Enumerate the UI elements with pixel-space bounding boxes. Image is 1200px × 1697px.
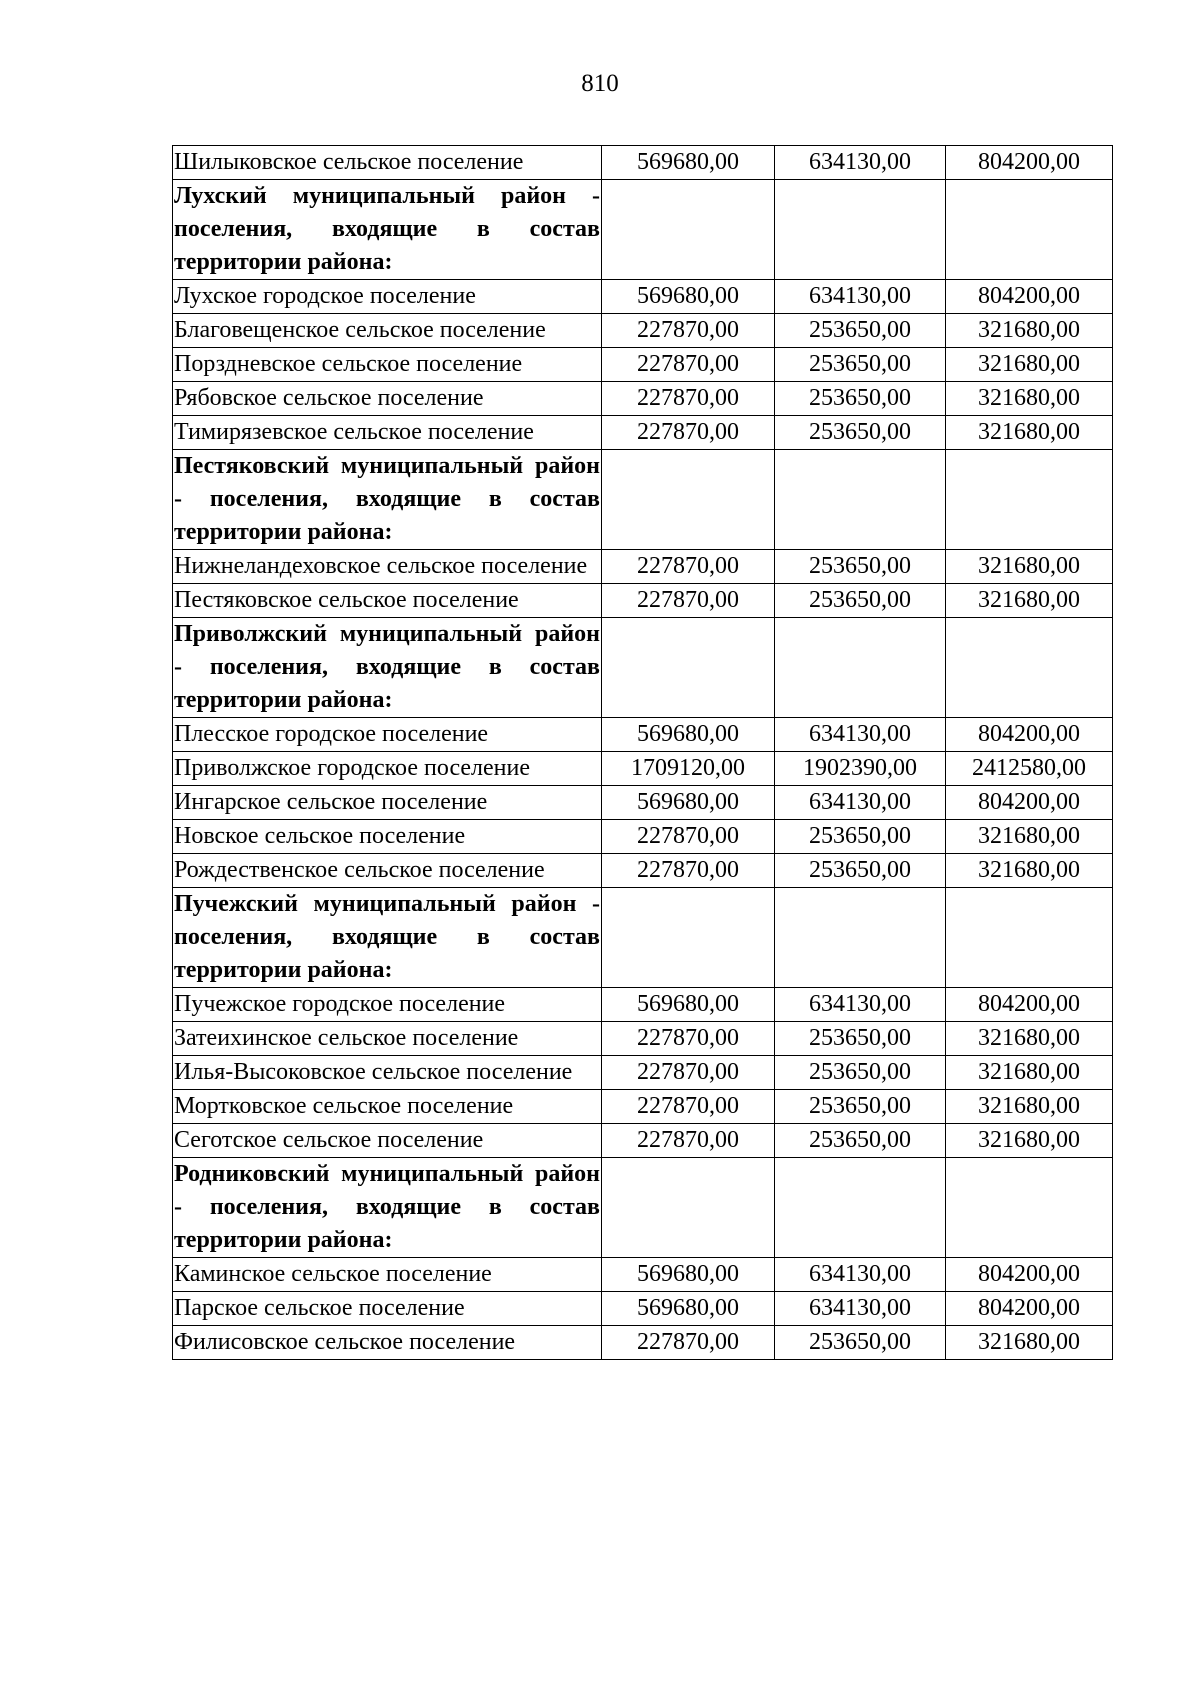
- value-col-2-cell: [775, 450, 946, 550]
- value-col-1-cell: 227870,00: [602, 1022, 775, 1056]
- value-col-2-cell: 1902390,00: [775, 752, 946, 786]
- value-col-3-cell: 321680,00: [946, 1124, 1113, 1158]
- table-row: [173, 550, 1113, 584]
- value-col-1-cell: 227870,00: [602, 1326, 775, 1360]
- district-header-row: [173, 180, 1113, 280]
- table-row: [173, 1090, 1113, 1124]
- table-row: [173, 786, 1113, 820]
- value-col-1-cell: [602, 180, 775, 280]
- value-col-1-cell: [602, 618, 775, 718]
- value-col-3-cell: 804200,00: [946, 1292, 1113, 1326]
- settlement-name-cell: Ингарское сельское поселение: [173, 786, 602, 820]
- value-col-2-cell: [775, 888, 946, 988]
- value-col-1-cell: 227870,00: [602, 1124, 775, 1158]
- value-col-3-cell: 321680,00: [946, 382, 1113, 416]
- value-col-1-cell: [602, 1158, 775, 1258]
- value-col-2-cell: 634130,00: [775, 1258, 946, 1292]
- value-col-2-cell: 634130,00: [775, 988, 946, 1022]
- value-col-3-cell: [946, 618, 1113, 718]
- settlement-name-cell: Рождественское сельское поселение: [173, 854, 602, 888]
- table-row: [173, 416, 1113, 450]
- page-number: 810: [581, 70, 619, 97]
- value-col-3-cell: 804200,00: [946, 786, 1113, 820]
- value-col-2-cell: 253650,00: [775, 1022, 946, 1056]
- settlement-name-cell: Шилыковское сельское поселение: [173, 146, 602, 180]
- value-col-2-cell: 634130,00: [775, 1292, 946, 1326]
- value-col-3-cell: [946, 1158, 1113, 1258]
- table-row: [173, 382, 1113, 416]
- settlement-name-cell: Новское сельское поселение: [173, 820, 602, 854]
- settlement-name-cell: Нижнеландеховское сельское поселение: [173, 550, 602, 584]
- value-col-3-cell: [946, 888, 1113, 988]
- value-col-2-cell: 253650,00: [775, 550, 946, 584]
- district-header-row: [173, 1158, 1113, 1258]
- value-col-3-cell: [946, 450, 1113, 550]
- value-col-2-cell: [775, 1158, 946, 1258]
- value-col-3-cell: [946, 180, 1113, 280]
- value-col-2-cell: 253650,00: [775, 314, 946, 348]
- settlement-name-cell: Илья-Высоковское сельское поселение: [173, 1056, 602, 1090]
- value-col-3-cell: 321680,00: [946, 820, 1113, 854]
- value-col-2-cell: 253650,00: [775, 584, 946, 618]
- value-col-3-cell: 321680,00: [946, 416, 1113, 450]
- value-col-2-cell: 253650,00: [775, 1326, 946, 1360]
- settlement-name-cell: Приволжское городское поселение: [173, 752, 602, 786]
- table-row: [173, 146, 1113, 180]
- value-col-2-cell: 253650,00: [775, 1090, 946, 1124]
- value-col-3-cell: 321680,00: [946, 314, 1113, 348]
- value-col-1-cell: 569680,00: [602, 146, 775, 180]
- table-row: [173, 584, 1113, 618]
- table-body: [173, 146, 1113, 1360]
- settlements-table: [172, 145, 1113, 1360]
- value-col-2-cell: 634130,00: [775, 718, 946, 752]
- table-row: [173, 988, 1113, 1022]
- settlement-name-cell: Плесское городское поселение: [173, 718, 602, 752]
- settlement-name-cell: Порздневское сельское поселение: [173, 348, 602, 382]
- value-col-3-cell: 321680,00: [946, 1022, 1113, 1056]
- district-header-cell: Пучежский муниципальный район - поселения, входящие в состав территории района:: [173, 888, 602, 988]
- value-col-3-cell: 804200,00: [946, 1258, 1113, 1292]
- value-col-2-cell: 634130,00: [775, 146, 946, 180]
- table-row: [173, 854, 1113, 888]
- value-col-1-cell: 569680,00: [602, 718, 775, 752]
- value-col-1-cell: 227870,00: [602, 854, 775, 888]
- settlement-name-cell: Филисовское сельское поселение: [173, 1326, 602, 1360]
- district-header-cell: Родниковский муниципальный район - поселения, входящие в состав территории района:: [173, 1158, 602, 1258]
- value-col-1-cell: 227870,00: [602, 348, 775, 382]
- settlement-name-cell: Парское сельское поселение: [173, 1292, 602, 1326]
- value-col-1-cell: 227870,00: [602, 550, 775, 584]
- settlement-name-cell: Благовещенское сельское поселение: [173, 314, 602, 348]
- settlement-name-cell: Пестяковское сельское поселение: [173, 584, 602, 618]
- district-header-cell: Приволжский муниципальный район - поселения, входящие в состав территории района:: [173, 618, 602, 718]
- settlement-name-cell: Сеготское сельское поселение: [173, 1124, 602, 1158]
- value-col-2-cell: 253650,00: [775, 348, 946, 382]
- table-row: [173, 1056, 1113, 1090]
- table-row: [173, 1022, 1113, 1056]
- value-col-1-cell: [602, 450, 775, 550]
- value-col-3-cell: 804200,00: [946, 146, 1113, 180]
- value-col-3-cell: 321680,00: [946, 1326, 1113, 1360]
- value-col-2-cell: 634130,00: [775, 280, 946, 314]
- table-row: [173, 718, 1113, 752]
- table-row: [173, 1124, 1113, 1158]
- value-col-3-cell: 321680,00: [946, 1056, 1113, 1090]
- value-col-1-cell: 227870,00: [602, 820, 775, 854]
- table-row: [173, 314, 1113, 348]
- table-row: [173, 348, 1113, 382]
- table-row: [173, 820, 1113, 854]
- value-col-3-cell: 321680,00: [946, 1090, 1113, 1124]
- value-col-3-cell: 804200,00: [946, 988, 1113, 1022]
- value-col-1-cell: 569680,00: [602, 786, 775, 820]
- district-header-cell: Лухский муниципальный район - поселения, входящие в состав территории района:: [173, 180, 602, 280]
- value-col-3-cell: 2412580,00: [946, 752, 1113, 786]
- district-header-row: [173, 618, 1113, 718]
- value-col-1-cell: 227870,00: [602, 584, 775, 618]
- value-col-3-cell: 321680,00: [946, 550, 1113, 584]
- value-col-1-cell: 227870,00: [602, 382, 775, 416]
- value-col-1-cell: 227870,00: [602, 416, 775, 450]
- table-row: [173, 1258, 1113, 1292]
- value-col-1-cell: 569680,00: [602, 988, 775, 1022]
- settlement-name-cell: Лухское городское поселение: [173, 280, 602, 314]
- value-col-2-cell: 253650,00: [775, 820, 946, 854]
- value-col-1-cell: 227870,00: [602, 314, 775, 348]
- district-header-row: [173, 888, 1113, 988]
- value-col-3-cell: 321680,00: [946, 348, 1113, 382]
- value-col-1-cell: 569680,00: [602, 1292, 775, 1326]
- table-row: [173, 1326, 1113, 1360]
- settlement-name-cell: Мортковское сельское поселение: [173, 1090, 602, 1124]
- settlement-name-cell: Каминское сельское поселение: [173, 1258, 602, 1292]
- district-header-cell: Пестяковский муниципальный район - поселения, входящие в состав территории района:: [173, 450, 602, 550]
- value-col-2-cell: [775, 180, 946, 280]
- value-col-1-cell: 227870,00: [602, 1056, 775, 1090]
- value-col-1-cell: 569680,00: [602, 280, 775, 314]
- table-row: [173, 280, 1113, 314]
- value-col-1-cell: [602, 888, 775, 988]
- settlement-name-cell: Затеихинское сельское поселение: [173, 1022, 602, 1056]
- value-col-2-cell: 253650,00: [775, 382, 946, 416]
- value-col-2-cell: 253650,00: [775, 854, 946, 888]
- value-col-2-cell: 634130,00: [775, 786, 946, 820]
- value-col-2-cell: 253650,00: [775, 416, 946, 450]
- table-row: [173, 1292, 1113, 1326]
- value-col-1-cell: 569680,00: [602, 1258, 775, 1292]
- value-col-2-cell: [775, 618, 946, 718]
- district-header-row: [173, 450, 1113, 550]
- settlement-name-cell: Пучежское городское поселение: [173, 988, 602, 1022]
- settlement-name-cell: Рябовское сельское поселение: [173, 382, 602, 416]
- value-col-1-cell: 227870,00: [602, 1090, 775, 1124]
- value-col-3-cell: 804200,00: [946, 718, 1113, 752]
- table-row: [173, 752, 1113, 786]
- value-col-2-cell: 253650,00: [775, 1124, 946, 1158]
- value-col-2-cell: 253650,00: [775, 1056, 946, 1090]
- value-col-1-cell: 1709120,00: [602, 752, 775, 786]
- value-col-3-cell: 804200,00: [946, 280, 1113, 314]
- value-col-3-cell: 321680,00: [946, 854, 1113, 888]
- settlement-name-cell: Тимирязевское сельское поселение: [173, 416, 602, 450]
- value-col-3-cell: 321680,00: [946, 584, 1113, 618]
